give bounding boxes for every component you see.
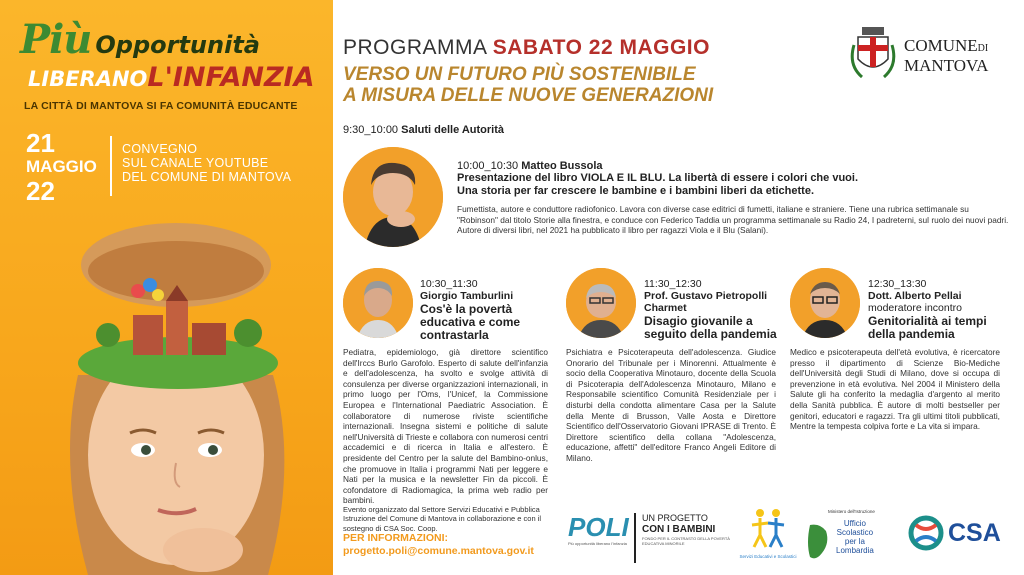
speaker-role: moderatore incontro bbox=[868, 302, 962, 314]
usr-line: Scolastico bbox=[836, 528, 874, 537]
topic-line: Genitorialità ai tempi bbox=[868, 314, 987, 328]
csa-logo bbox=[908, 515, 1008, 555]
info-email[interactable]: progetto.poli@comune.mantova.gov.it bbox=[343, 545, 534, 557]
csa-text: CSA bbox=[948, 519, 1001, 547]
topic-line: seguito della pandemia bbox=[644, 327, 777, 341]
date-day-1: 21 bbox=[26, 128, 55, 158]
speaker-bio: Psichiatra e Psicoterapeuta dell'adolescenza. Giudice Onorario del Tribunale per i Minorenni. Attualmente è socio della Cooperativa Minotauro, docente della Scuola di Psicoterapia dell'Adolescenza Minotauro, Milano e Responsabile scientifico Comunità Residenziale per i disturbi della condotta alimentare Casa per la Salute della Mente di Brusson, Valle Aosta e Direttore Scientifico dell'Osservatorio Giovani IPRASE di Trento. È Direttore scientifico della collana "Adolescenza, educazione, affetti" dell'editore Franco Angeli Editore di Milano. bbox=[566, 347, 776, 463]
convegno-line: DEL COMUNE DI MANTOVA bbox=[122, 170, 292, 184]
usr-line: Lombardia bbox=[836, 546, 874, 555]
main-speaker-topic bbox=[457, 172, 858, 198]
date-day-2: 22 bbox=[26, 176, 55, 206]
main-speaker-bio: Fumettista, autore e conduttore radiofonico. Lavora con diverse case editrici di fumetti, italiane e straniere. Tiene una rubrica settimanale su "Robinson" dal titolo Storie alla finestra, e conduce con Federico Taddia un programma settimanale su Radio 24, I padreterni, sul ruolo dei nuovi padri. Autore di diversi libri, nel 2021 ha pubblicato il libro per ragazzi Viola e il Blu (Salani). bbox=[457, 204, 1009, 235]
logo-opportunita: Opportunità bbox=[95, 31, 260, 59]
speaker-time: 11:30_12:30 bbox=[644, 278, 702, 290]
topic-line: contrastarla bbox=[420, 328, 489, 342]
logo-piu: Più bbox=[20, 16, 92, 63]
children-icon bbox=[748, 507, 788, 549]
tagline: LA CITTÀ DI MANTOVA SI FA COMUNITÀ EDUCANTE bbox=[24, 100, 298, 112]
convegno-line: CONVEGNO bbox=[122, 142, 198, 156]
saluti-label: Saluti delle Autorità bbox=[401, 124, 505, 136]
speaker-topic bbox=[868, 315, 1013, 341]
comune-name bbox=[904, 37, 988, 74]
main-speaker-time: 10:00_10:30 bbox=[457, 160, 519, 172]
main-speaker-name: Matteo Bussola bbox=[521, 160, 603, 172]
speaker-topic bbox=[420, 303, 560, 342]
progetto-sub: FONDO PER IL CONTRASTO DELLA POVERTÀ EDUCATIVA MINORILE bbox=[642, 536, 730, 546]
footer-organizer: Evento organizzato dal Settore Servizi Educativi e Pubblica Istruzione del Comune di Mantova in collaborazione e con il sostegno di CSA Soc. Coop. bbox=[343, 505, 542, 533]
topic-line: della pandemia bbox=[868, 327, 955, 341]
logo-liberano: LIBERANO bbox=[28, 67, 148, 91]
programme-date: SABATO 22 MAGGIO bbox=[492, 36, 710, 59]
speaker-photo bbox=[343, 268, 413, 338]
left-panel bbox=[0, 0, 333, 575]
info-label: PER INFORMAZIONI: bbox=[343, 532, 448, 544]
topic-line: Disagio giovanile a bbox=[644, 314, 753, 328]
comune-line2: MANTOVA bbox=[904, 56, 989, 75]
child-illustration bbox=[38, 205, 318, 575]
mantova-crest-icon bbox=[848, 25, 898, 83]
speaker-time: 10:30_11:30 bbox=[420, 278, 478, 290]
programme-subtitle bbox=[343, 64, 713, 106]
topic-line-2: Una storia per far crescere le bambine e i bambini liberi da etichette. bbox=[457, 185, 815, 197]
logo-subtitle bbox=[28, 62, 315, 93]
speaker-bio: Pediatra, epidemiologo, già direttore scientifico dell'Irccs Burlo Garofolo. Esperto di salute dell'infanzia e dell'adolescenza, ha svolto e svolge attività di consulenza per diverse organizzazioni internazionali, in primo luogo per l'Oms, l'Unicef, la Commissione Europea e l'International Paediatric Association. È collaboratore di numerose riviste scientifiche internazionali. Insegna sistemi e politiche di salute nell'Università di Trieste e collabora con numerosi centri accademici e di ricerca in Italia e all'estero. È presidente del Centro per la salute del Bambino-onlus, che promuove in Italia i programmi Nati per leggere e Nati per la musica e la newsletter Fin da piccoli. È cofondatore di Radiomagica, la prima web radio per bambini. bbox=[343, 347, 548, 506]
speaker-topic bbox=[644, 315, 784, 341]
usr-text bbox=[836, 519, 874, 555]
comune-di: DI bbox=[977, 43, 989, 54]
main-speaker-header bbox=[457, 160, 603, 172]
topic-line: educativa e come bbox=[420, 315, 521, 329]
usr-line: Ufficio bbox=[843, 519, 866, 528]
convegno-info bbox=[122, 142, 291, 184]
topic-line: Cos'è la povertà bbox=[420, 302, 513, 316]
lombardia-map-icon bbox=[806, 523, 830, 563]
servizi-educativi-logo bbox=[738, 507, 798, 567]
date-month: MAGGIO bbox=[26, 157, 97, 176]
saluti-row bbox=[343, 124, 504, 136]
subtitle-line-1: VERSO UN FUTURO PIÙ SOSTENIBILE bbox=[343, 64, 696, 85]
poli-logo bbox=[568, 513, 628, 563]
progetto-line-2: CON I BAMBINI bbox=[642, 524, 716, 535]
logo-title bbox=[20, 16, 260, 63]
speaker-name: Prof. Gustavo Pietropolli Charmet bbox=[644, 290, 768, 314]
speaker-header bbox=[644, 278, 784, 341]
speaker-photo bbox=[790, 268, 860, 338]
usr-line: per la bbox=[844, 537, 865, 546]
divider bbox=[110, 136, 112, 196]
servizi-text: Servizi Educativi e Scolastici bbox=[739, 554, 797, 559]
partner-logos bbox=[568, 505, 1018, 570]
con-i-bambini-logo bbox=[634, 513, 732, 563]
speaker-photo bbox=[566, 268, 636, 338]
comune-line1: COMUNE bbox=[904, 36, 978, 55]
speaker-name: Giorgio Tamburlini bbox=[420, 290, 514, 302]
progetto-line-1: UN PROGETTO bbox=[642, 513, 708, 523]
speaker-header bbox=[420, 278, 560, 342]
topic-line-1: Presentazione del libro VIOLA E IL BLU. La libertà di essere i colori che vuoi. bbox=[457, 172, 858, 184]
event-dates bbox=[26, 130, 106, 204]
logo-infanzia: L'INFANZIA bbox=[147, 62, 315, 93]
poli-logo-text: POLI bbox=[568, 512, 629, 542]
programme-heading bbox=[343, 36, 710, 60]
programme-label: PROGRAMMA bbox=[343, 36, 487, 59]
speaker-time: 12:30_13:30 bbox=[868, 278, 927, 290]
ministero-logo bbox=[806, 505, 901, 569]
main-speaker-photo bbox=[343, 147, 443, 247]
speaker-bio: Medico e psicoterapeuta dell'età evolutiva, è ricercatore presso il dipartimento di Scienze Bio-Mediche dell'Università degli Studi di Milano, dove si occupa di prevenzione in età evolutiva. Nel 2004 il Ministero della Salute gli ha conferito la medaglia d'argento al merito della Sanità pubblica. È autore di molti bestseller per genitori, educatori e ragazzi. Tra gli ultimi titoli pubblicati, Mentre la tempesta colpiva forte e La vita si impara. bbox=[790, 347, 1000, 432]
poli-logo-sub: Più opportunità liberano l'infanzia bbox=[568, 541, 627, 546]
csa-mark-icon bbox=[908, 515, 944, 551]
saluti-time: 9:30_10:00 bbox=[343, 124, 399, 136]
comune-logo bbox=[848, 25, 1008, 85]
speaker-name: Dott. Alberto Pellai bbox=[868, 290, 962, 302]
subtitle-line-2: A MISURA DELLE NUOVE GENERAZIONI bbox=[343, 85, 714, 106]
convegno-line: SUL CANALE YOUTUBE bbox=[122, 156, 269, 170]
footer-info bbox=[343, 532, 534, 558]
ministero-name: Ministero dell'Istruzione bbox=[828, 509, 875, 514]
speaker-header bbox=[868, 278, 1013, 341]
